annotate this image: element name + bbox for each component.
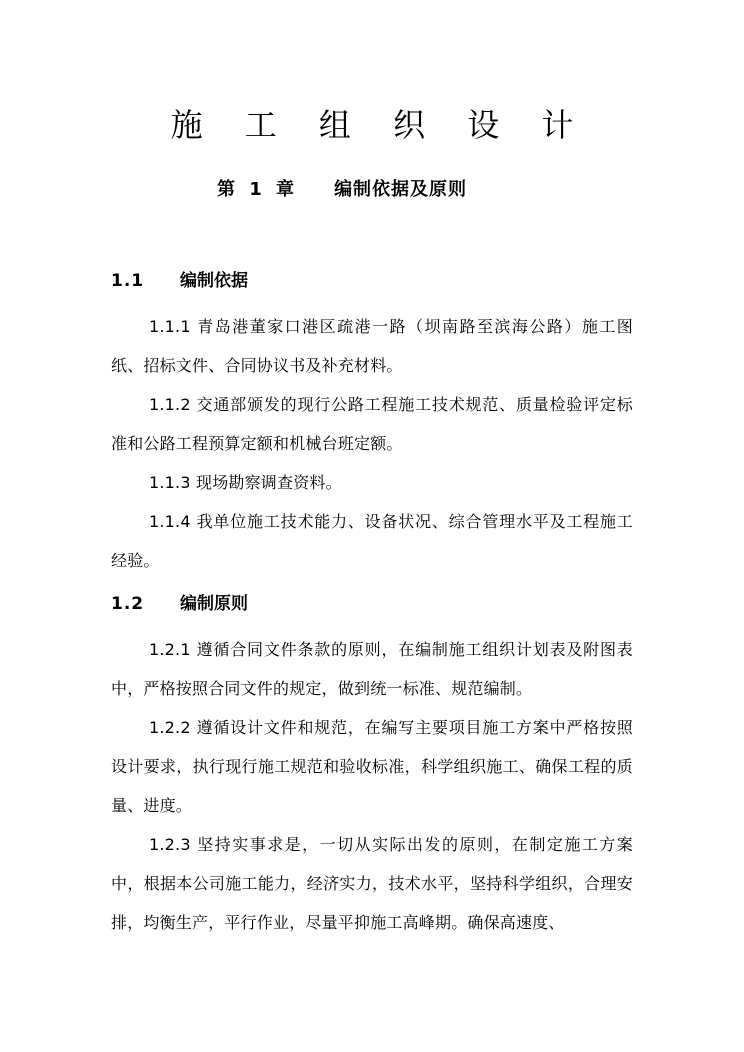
chapter-number: 第 1 章 xyxy=(217,179,299,200)
document-title: 施 工 组 织 设 计 xyxy=(170,106,590,144)
paragraph-1-2-1: 1.2.1 遵循合同文件条款的原则，在编制施工组织计划表及附图表中，严格按照合同文件的规定，做到统一标准、规范编制。 xyxy=(111,640,633,698)
section-title: 编制原则 xyxy=(180,594,248,614)
paragraph-1-2-2: 1.2.2 遵循设计文件和规范，在编写主要项目施工方案中严格按照设计要求，执行现行施工规范和验收标准，科学组织施工、确保工程的质量、进度。 xyxy=(111,718,633,815)
paragraph-1-1-4: 1.1.4 我单位施工技术能力、设备状况、综合管理水平及工程施工经验。 xyxy=(111,512,633,570)
chapter-heading xyxy=(217,175,467,201)
section-heading-1-2 xyxy=(111,589,248,614)
paragraph-1-1-2: 1.1.2 交通部颁发的现行公路工程施工技术规范、质量检验评定标准和公路工程预算定额和机械台班定额。 xyxy=(111,395,633,453)
paragraph-1-1-3: 1.1.3 现场勘察调查资料。 xyxy=(149,473,342,492)
paragraph-1-2-3: 1.2.3 坚持实事求是，一切从实际出发的原则，在制定施工方案中，根据本公司施工能力，经济实力，技术水平，坚持科学组织，合理安排，均衡生产，平行作业，尽量平抑施工高峰期。确保高速度、 xyxy=(111,835,633,932)
section-heading-1-1 xyxy=(111,266,248,291)
section-title: 编制依据 xyxy=(180,271,248,291)
section-number: 1.2 xyxy=(111,594,145,614)
chapter-title: 编制依据及原则 xyxy=(334,179,468,200)
section-number: 1.1 xyxy=(111,271,145,291)
paragraph-1-1-1: 1.1.1 青岛港董家口港区疏港一路（坝南路至滨海公路）施工图纸、招标文件、合同协议书及补充材料。 xyxy=(111,317,633,375)
